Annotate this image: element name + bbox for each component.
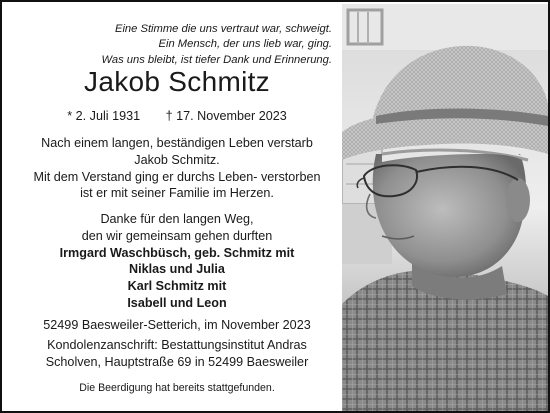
intro-line: Jakob Schmitz.: [134, 152, 220, 167]
family-line: Isabell und Leon: [127, 295, 227, 310]
deceased-name: Jakob Schmitz: [84, 66, 270, 97]
family-line: Irmgard Waschbüsch, geb. Schmitz mit: [59, 245, 295, 260]
quote-line: Ein Mensch, der uns lieb war, ging.: [158, 38, 332, 51]
intro-line: Mit dem Verstand ging er durchs Leben- verstorben: [33, 169, 321, 184]
thanks-line: den wir gemeinsam gehen durften: [81, 228, 273, 243]
condolence-line: Kondolenzanschrift: Bestattungsinstitut Andras: [47, 338, 307, 352]
text-column: [16, 2, 338, 411]
memorial-quote: [101, 22, 332, 68]
condolence-address: [16, 337, 338, 371]
quote-line: Eine Stimme die uns vertraut war, schweigt.: [114, 23, 332, 35]
intro-text: [16, 135, 338, 202]
intro-line: ist er mit seiner Familie im Herzen.: [80, 186, 274, 201]
thanks-and-family: [16, 211, 338, 312]
family-line: Niklas und Julia: [129, 262, 225, 277]
portrait-photo: [342, 4, 548, 411]
condolence-line: Scholven, Hauptstraße 69 in 52499 Baesweiler: [45, 354, 309, 369]
birth-date: * 2. Juli 1931: [67, 109, 141, 123]
death-date: † 17. November 2023: [165, 109, 287, 123]
place-date: 52499 Baesweiler-Setterich, im November 2023: [43, 318, 311, 332]
family-line: Karl Schmitz mit: [127, 279, 227, 294]
life-dates: [16, 109, 338, 123]
thanks-line: Danke für den langen Weg,: [100, 212, 254, 226]
funeral-note: Die Beerdigung hat bereits stattgefunden.: [79, 382, 275, 394]
intro-line: Nach einem langen, beständigen Leben verstarb: [41, 136, 313, 150]
quote-line: Was uns bleibt, ist tiefer Dank und Erinnerung.: [101, 53, 332, 66]
